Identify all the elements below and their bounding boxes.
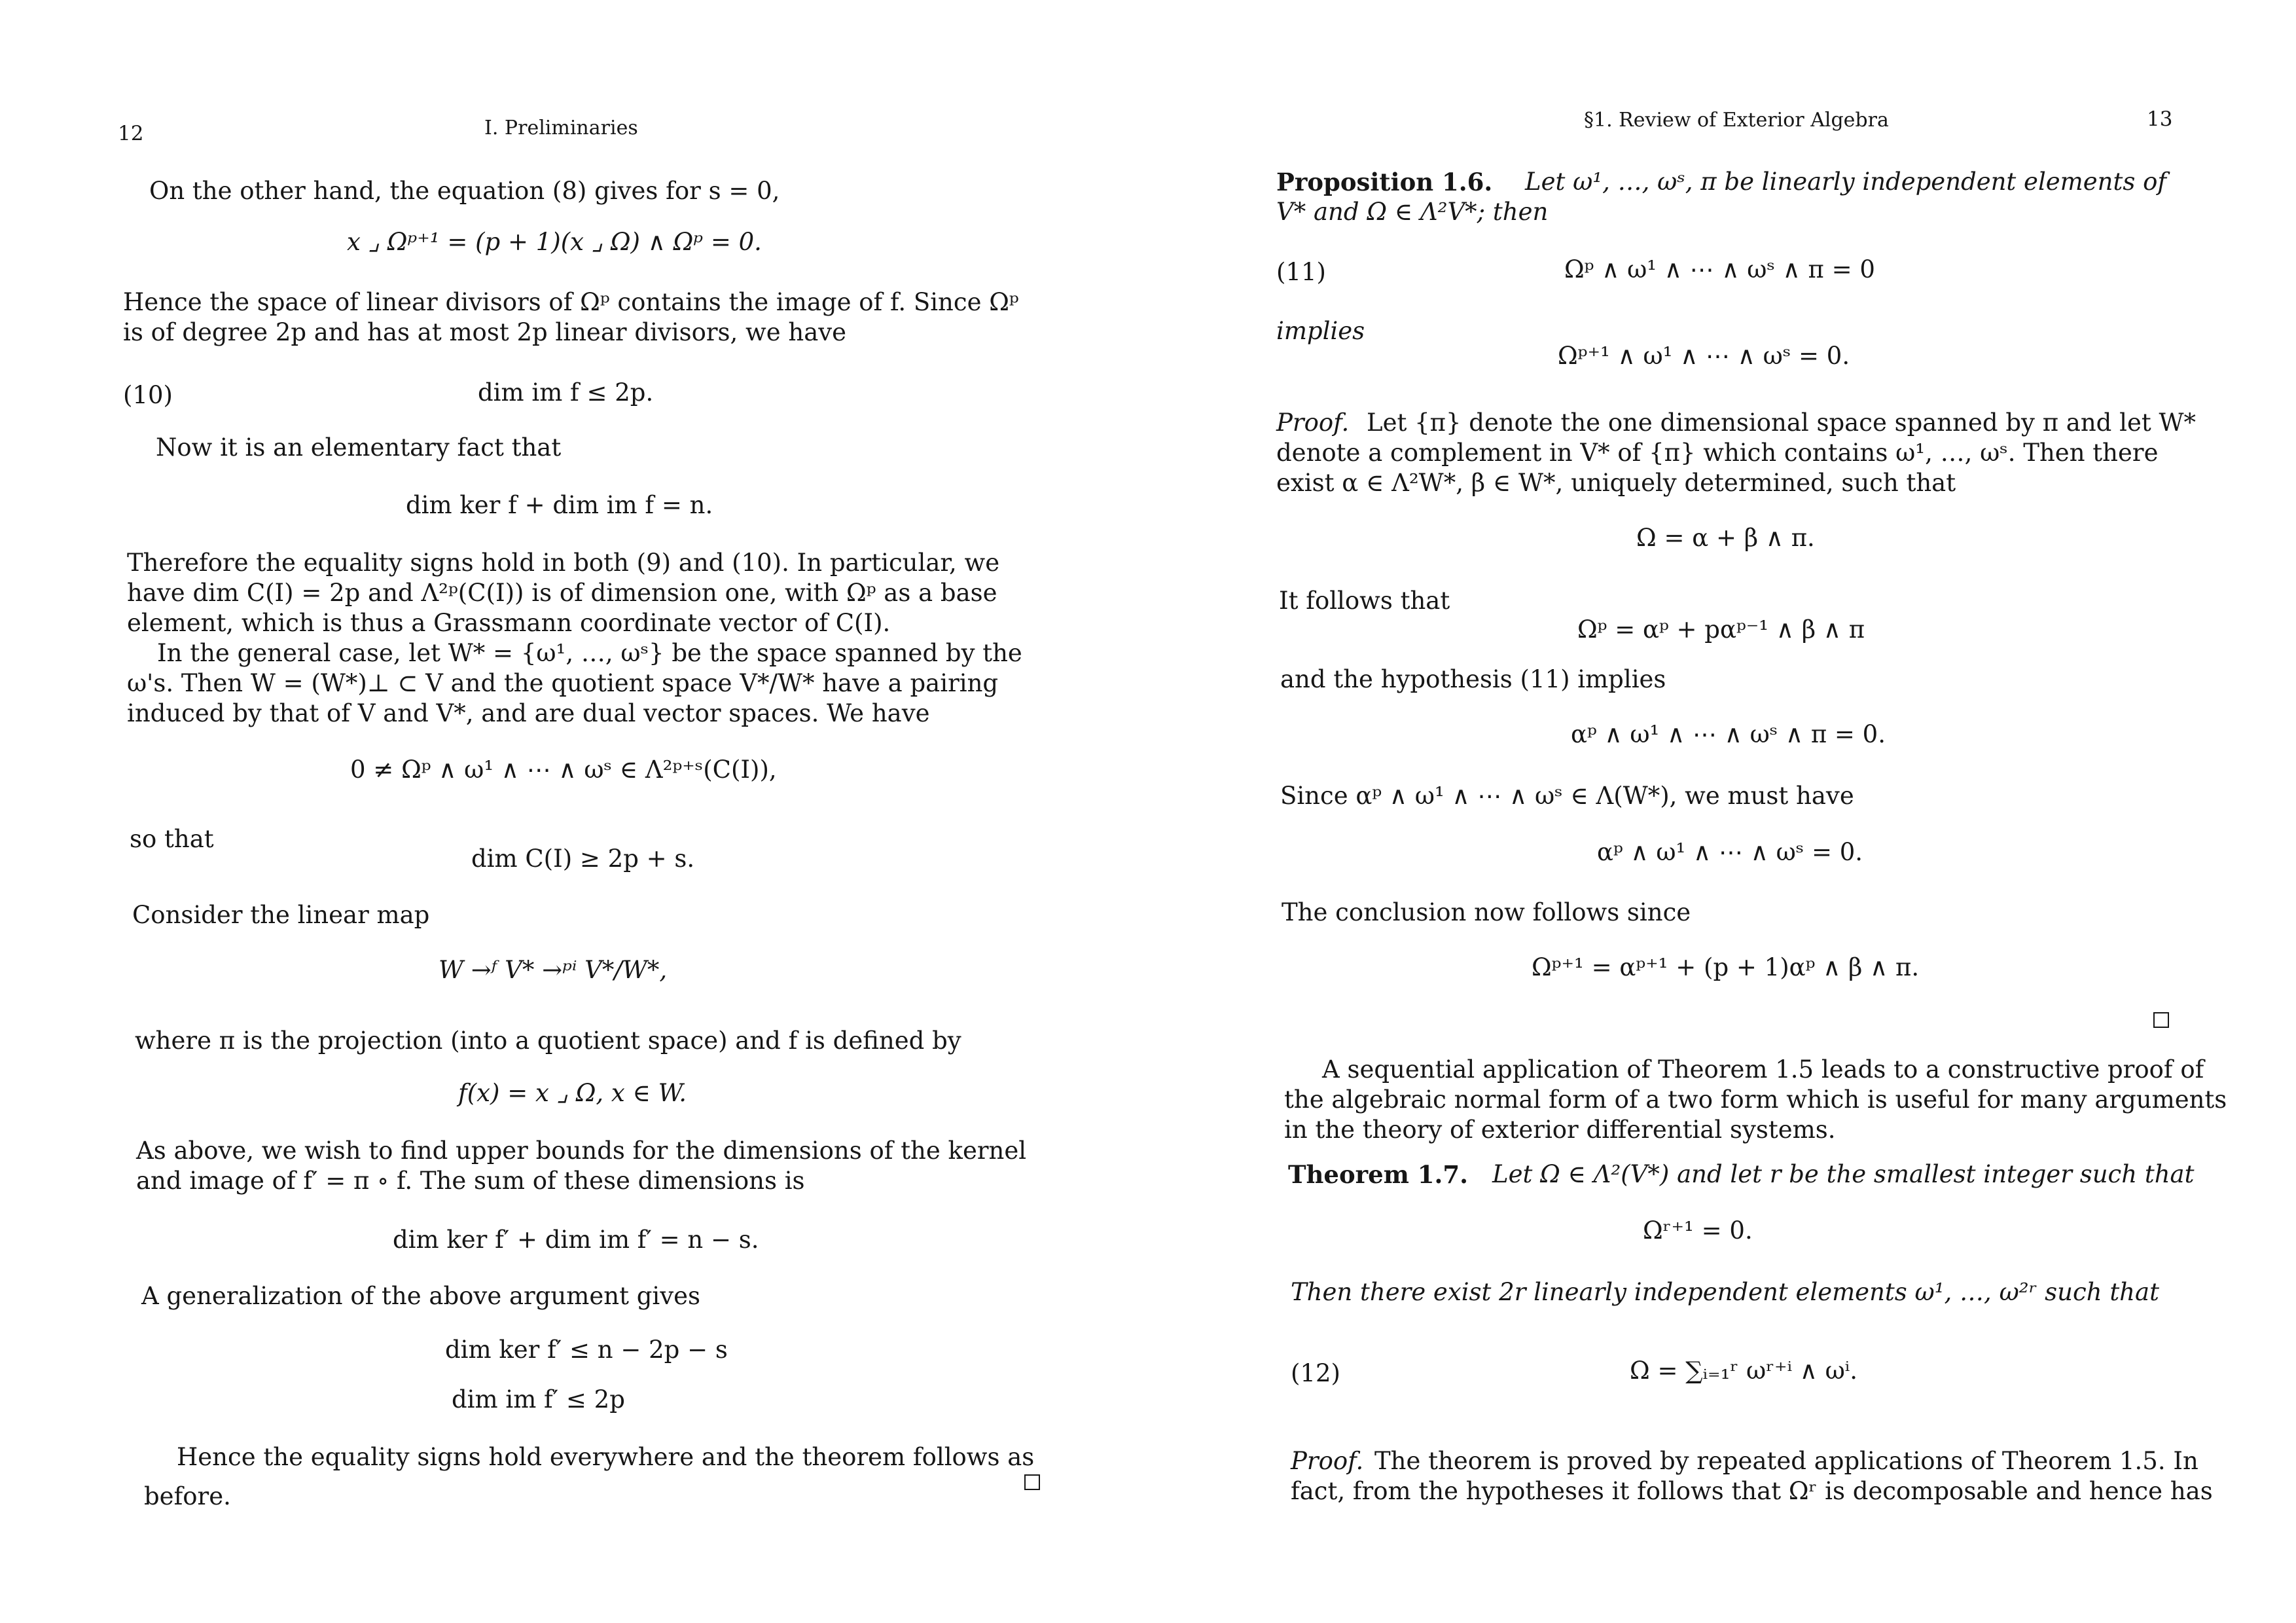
text-line: in the theory of exterior differential systems. (1284, 1116, 1836, 1144)
text-line: Let ω¹, …, ωˢ, π be linearly independent elements of (1525, 168, 2167, 196)
proposition-label: Proposition 1.6. (1276, 168, 1493, 196)
display-equation: dim im f′ ≤ 2p (452, 1385, 625, 1413)
display-equation: 0 ≠ Ωᵖ ∧ ω¹ ∧ ⋯ ∧ ωˢ ∈ Λ²ᵖ⁺ˢ(C(I)), (350, 756, 777, 784)
theorem-label: Theorem 1.7. (1288, 1160, 1468, 1189)
text-line: and the hypothesis (11) implies (1280, 665, 1666, 693)
text-line: and image of f′ = π ∘ f. The sum of these dimensions is (136, 1167, 805, 1195)
display-equation: W →ᶠ V* →ᵖⁱ V*/W*, (439, 956, 668, 984)
display-equation: αᵖ ∧ ω¹ ∧ ⋯ ∧ ωˢ = 0. (1597, 838, 1863, 866)
text-line: ω's. Then W = (W*)⊥ ⊂ V and the quotient space V*/W* have a pairing (127, 669, 999, 697)
equation-number: (12) (1291, 1359, 1340, 1387)
display-equation: Ωᵖ = αᵖ + pαᵖ⁻¹ ∧ β ∧ π (1577, 615, 1865, 644)
display-equation: f(x) = x ⌟ Ω, x ∈ W. (458, 1079, 687, 1107)
text-line: On the other hand, the equation (8) gives for s = 0, (149, 177, 780, 205)
qed-box (2153, 1012, 2169, 1028)
page-number: 12 (118, 122, 144, 145)
running-head: §1. Review of Exterior Algebra (1584, 109, 1889, 132)
text-line: Hence the equality signs hold everywhere and the theorem follows as (177, 1443, 1035, 1471)
text-line: so that (130, 825, 214, 853)
text-line: implies (1276, 317, 1365, 345)
running-head: I. Preliminaries (484, 117, 638, 139)
text-line: fact, from the hypotheses it follows that Ωʳ is decomposable and hence has (1291, 1477, 2213, 1505)
display-equation: x ⌟ Ωᵖ⁺¹ = (p + 1)(x ⌟ Ω) ∧ Ωᵖ = 0. (347, 228, 762, 256)
text-line: It follows that (1279, 587, 1450, 615)
text-line: before. (144, 1482, 231, 1510)
display-equation: Ωʳ⁺¹ = 0. (1643, 1216, 1753, 1245)
text-line: Therefore the equality signs hold in both (9) and (10). In particular, we (127, 549, 1000, 577)
display-equation: Ωᵖ⁺¹ = αᵖ⁺¹ + (p + 1)αᵖ ∧ β ∧ π. (1532, 953, 1920, 981)
display-equation: αᵖ ∧ ω¹ ∧ ⋯ ∧ ωˢ ∧ π = 0. (1571, 720, 1886, 748)
text-line: As above, we wish to find upper bounds for the dimensions of the kernel (136, 1137, 1027, 1165)
proof-label: Proof. (1291, 1447, 1364, 1475)
text-line: Then there exist 2r linearly independent elements ω¹, …, ω²ʳ such that (1291, 1278, 2159, 1306)
display-equation: dim ker f′ ≤ n − 2p − s (445, 1336, 728, 1364)
text-line: Hence the space of linear divisors of Ωᵖ contains the image of f. Since Ωᵖ (123, 288, 1019, 316)
text-line: Let Ω ∈ Λ²(V*) and let r be the smallest integer such that (1492, 1160, 2195, 1188)
display-equation: dim ker f′ + dim im f′ = n − s. (393, 1226, 759, 1254)
text-line: The theorem is proved by repeated applications of Theorem 1.5. In (1374, 1447, 2198, 1475)
text-line: Now it is an elementary fact that (156, 433, 562, 462)
text-line: denote a complement in V* of {π} which contains ω¹, …, ωˢ. Then there (1276, 439, 2159, 467)
text-line: element, which is thus a Grassmann coordinate vector of C(I). (127, 609, 891, 637)
text-line: A sequential application of Theorem 1.5 leads to a constructive proof of (1322, 1055, 2204, 1084)
text-line: V* and Ω ∈ Λ²V*; then (1276, 198, 1549, 226)
display-equation: Ω = α + β ∧ π. (1636, 524, 1815, 552)
right-page (1276, 0, 2227, 1623)
display-equation: dim C(I) ≥ 2p + s. (471, 845, 695, 873)
proof-label: Proof. (1276, 409, 1350, 437)
display-equation: dim ker f + dim im f = n. (406, 491, 713, 519)
text-line: have dim C(I) = 2p and Λ²ᵖ(C(I)) is of dimension one, with Ωᵖ as a base (127, 579, 997, 607)
text-line: In the general case, let W* = {ω¹, …, ωˢ} be the space spanned by the (157, 639, 1022, 667)
page-number: 13 (2147, 107, 2173, 131)
text-line: The conclusion now follows since (1282, 898, 1691, 926)
display-equation: Ωᵖ ∧ ω¹ ∧ ⋯ ∧ ωˢ ∧ π = 0 (1564, 255, 1875, 283)
display-equation: Ωᵖ⁺¹ ∧ ω¹ ∧ ⋯ ∧ ωˢ = 0. (1558, 342, 1850, 370)
display-equation: dim im f ≤ 2p. (478, 378, 654, 407)
text-line: is of degree 2p and has at most 2p linear divisors, we have (123, 318, 847, 346)
text-line: A generalization of the above argument gives (141, 1282, 700, 1310)
text-line: the algebraic normal form of a two form which is useful for many arguments (1284, 1085, 2227, 1114)
display-equation: Ω = ∑ᵢ₌₁ʳ ωʳ⁺ⁱ ∧ ωⁱ. (1630, 1357, 1857, 1385)
equation-number: (11) (1276, 258, 1326, 286)
text-line: exist α ∈ Λ²W*, β ∈ W*, uniquely determined, such that (1276, 469, 1956, 497)
text-line: induced by that of V and V*, and are dual vector spaces. We have (127, 699, 930, 727)
text-line: Since αᵖ ∧ ω¹ ∧ ⋯ ∧ ωˢ ∈ Λ(W*), we must have (1280, 782, 1854, 810)
equation-number: (10) (123, 381, 173, 409)
qed-box (1024, 1474, 1040, 1490)
text-line: Consider the linear map (132, 901, 430, 929)
left-page (118, 0, 1047, 1623)
text-line: where π is the projection (into a quotient space) and f is defined by (135, 1027, 961, 1055)
text-line: Let {π} denote the one dimensional space spanned by π and let W* (1367, 409, 2196, 437)
